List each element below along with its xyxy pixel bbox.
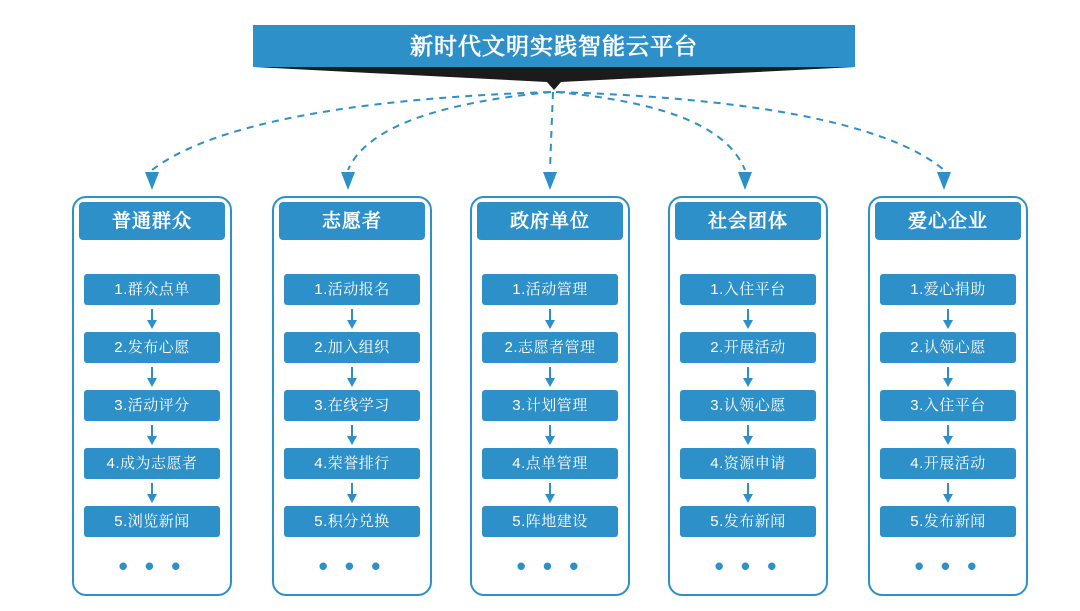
list-item-label: 2.加入组织	[314, 339, 390, 356]
column-items	[880, 274, 1016, 579]
list-item-label: 5.发布新闻	[710, 513, 786, 530]
list-item[interactable]	[482, 274, 618, 305]
column-社会团体	[668, 196, 828, 596]
list-item[interactable]	[680, 390, 816, 421]
list-item[interactable]	[880, 332, 1016, 363]
column-header[interactable]	[875, 202, 1021, 240]
down-arrow-icon	[880, 479, 1016, 506]
page-title-text: 新时代文明实践智能云平台	[410, 32, 698, 59]
list-item[interactable]	[284, 448, 420, 479]
list-item[interactable]	[84, 332, 220, 363]
list-item[interactable]	[84, 448, 220, 479]
column-header[interactable]	[279, 202, 425, 240]
down-arrow-icon	[284, 363, 420, 390]
down-arrow-icon	[84, 363, 220, 390]
list-item-label: 3.计划管理	[512, 397, 588, 414]
down-arrow-icon	[84, 305, 220, 332]
list-item[interactable]	[284, 390, 420, 421]
page-title	[253, 25, 855, 67]
column-items	[84, 274, 220, 579]
column-header-label: 普通群众	[111, 210, 192, 232]
column-items	[284, 274, 420, 579]
list-item-label: 5.浏览新闻	[114, 513, 190, 530]
more-indicator: • • •	[914, 551, 982, 581]
down-arrow-icon	[482, 305, 618, 332]
down-arrow-icon	[284, 305, 420, 332]
down-arrow-icon	[84, 479, 220, 506]
column-普通群众	[72, 196, 232, 596]
list-item[interactable]	[880, 390, 1016, 421]
list-item[interactable]	[880, 274, 1016, 305]
list-item-label: 4.资源申请	[710, 455, 786, 472]
list-item-label: 2.发布心愿	[114, 339, 190, 356]
list-item-label: 5.阵地建设	[512, 513, 588, 530]
list-item[interactable]	[880, 448, 1016, 479]
list-item[interactable]	[680, 506, 816, 537]
column-header[interactable]	[675, 202, 821, 240]
down-arrow-icon	[482, 363, 618, 390]
list-item-label: 4.成为志愿者	[106, 455, 198, 472]
down-arrow-icon	[482, 479, 618, 506]
column-header[interactable]	[79, 202, 225, 240]
down-arrow-icon	[880, 305, 1016, 332]
column-header[interactable]	[477, 202, 623, 240]
list-item-label: 5.发布新闻	[910, 513, 986, 530]
down-arrow-icon	[482, 421, 618, 448]
list-item-label: 1.活动报名	[314, 281, 390, 298]
down-arrow-icon	[84, 421, 220, 448]
list-item-label: 3.认领心愿	[710, 397, 786, 414]
down-arrow-icon	[680, 305, 816, 332]
column-items	[482, 274, 618, 579]
list-item[interactable]	[482, 390, 618, 421]
list-item-label: 2.志愿者管理	[504, 339, 596, 356]
list-item-label: 1.爱心捐助	[910, 281, 986, 298]
list-item[interactable]	[482, 332, 618, 363]
list-item-label: 1.群众点单	[114, 281, 190, 298]
list-item-label: 4.点单管理	[512, 455, 588, 472]
column-header-label: 志愿者	[321, 210, 382, 232]
list-item[interactable]	[680, 448, 816, 479]
column-志愿者	[272, 196, 432, 596]
column-header-label: 社会团体	[707, 210, 788, 232]
list-item-label: 4.荣誉排行	[314, 455, 390, 472]
column-items	[680, 274, 816, 579]
more-indicator: • • •	[516, 551, 584, 581]
column-header-label: 政府单位	[509, 210, 590, 232]
list-item-label: 3.入住平台	[910, 397, 986, 414]
list-item[interactable]	[482, 506, 618, 537]
down-arrow-icon	[680, 479, 816, 506]
down-arrow-icon	[284, 479, 420, 506]
down-arrow-icon	[880, 421, 1016, 448]
list-item[interactable]	[680, 332, 816, 363]
down-arrow-icon	[680, 363, 816, 390]
list-item-label: 5.积分兑换	[314, 513, 390, 530]
down-arrow-icon	[680, 421, 816, 448]
list-item-label: 2.认领心愿	[910, 339, 986, 356]
more-indicator: • • •	[118, 551, 186, 581]
list-item[interactable]	[284, 274, 420, 305]
list-item[interactable]	[84, 274, 220, 305]
list-item[interactable]	[84, 506, 220, 537]
list-item-label: 2.开展活动	[710, 339, 786, 356]
list-item-label: 3.在线学习	[314, 397, 390, 414]
more-indicator: • • •	[318, 551, 386, 581]
list-item-label: 3.活动评分	[114, 397, 190, 414]
column-政府单位	[470, 196, 630, 596]
more-indicator: • • •	[714, 551, 782, 581]
list-item[interactable]	[284, 332, 420, 363]
list-item-label: 1.活动管理	[512, 281, 588, 298]
down-arrow-icon	[284, 421, 420, 448]
list-item[interactable]	[84, 390, 220, 421]
down-arrow-icon	[880, 363, 1016, 390]
list-item[interactable]	[680, 274, 816, 305]
list-item-label: 4.开展活动	[910, 455, 986, 472]
list-item-label: 1.入住平台	[710, 281, 786, 298]
column-爱心企业	[868, 196, 1028, 596]
list-item[interactable]	[284, 506, 420, 537]
list-item[interactable]	[880, 506, 1016, 537]
column-header-label: 爱心企业	[907, 210, 988, 232]
list-item[interactable]	[482, 448, 618, 479]
